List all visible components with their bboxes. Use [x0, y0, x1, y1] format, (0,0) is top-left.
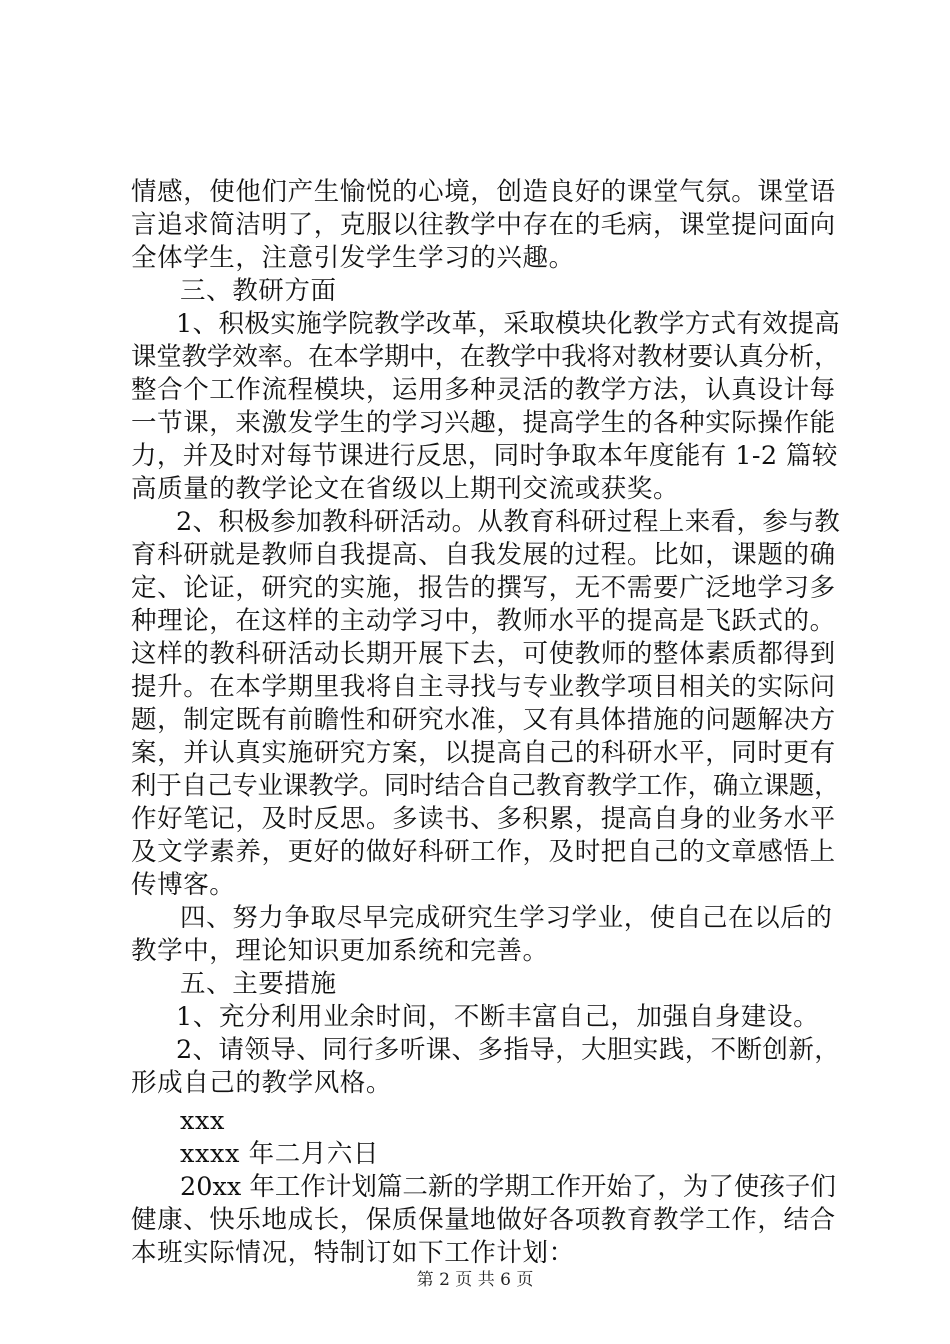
text-line: 本班实际情况，特制订如下工作计划： — [131, 1238, 575, 1268]
text-line: 一节课，来激发学生的学习兴趣，提高学生的各种实际操作能 — [131, 408, 836, 438]
text-line: 教学中，理论知识更加系统和完善。 — [131, 936, 549, 966]
text-line: 全体学生，注意引发学生学习的兴趣。 — [131, 243, 575, 273]
text-line: 言追求简洁明了，克服以往教学中存在的毛病，课堂提问面向 — [131, 210, 836, 240]
text-line: 整合个工作流程模块，运用多种灵活的教学方法，认真设计每 — [131, 375, 836, 405]
text-line: 2、积极参加教科研活动。从教育科研过程上来看，参与教 — [176, 507, 841, 537]
text-line: 力，并及时对每节课进行反思，同时争取本年度能有 1-2 篇较 — [131, 441, 838, 471]
section-heading: 四、努力争取尽早完成研究生学习学业，使自己在以后的 — [180, 903, 833, 933]
text-line: 种理论，在这样的主动学习中，教师水平的提高是飞跃式的。 — [131, 606, 836, 636]
text-line: 传博客。 — [131, 870, 236, 900]
text-line: 1、积极实施学院教学改革，采取模块化教学方式有效提高 — [176, 309, 841, 339]
text-line: 课堂教学效率。在本学期中，在教学中我将对教材要认真分析， — [131, 342, 840, 372]
section-heading: 五、主要措施 — [180, 969, 337, 999]
text-line: 育科研就是教师自我提高、自我发展的过程。比如，课题的确 — [131, 540, 836, 570]
text-line: 1、充分利用业余时间，不断丰富自己，加强自身建设。 — [176, 1002, 820, 1032]
text-line: 情感，使他们产生愉悦的心境，创造良好的课堂气氛。课堂语 — [131, 177, 836, 207]
text-line: 提升。在本学期里我将自主寻找与专业教学项目相关的实际问 — [131, 672, 836, 702]
text-line: 利于自己专业课教学。同时结合自己教育教学工作，确立课题， — [131, 771, 840, 801]
text-line: 及文学素养，更好的做好科研工作，及时把自己的文章感悟上 — [131, 837, 836, 867]
text-line: 20xx 年工作计划篇二新的学期工作开始了，为了使孩子们 — [180, 1172, 836, 1202]
text-line: 健康、快乐地成长，保质保量地做好各项教育教学工作，结合 — [131, 1205, 836, 1235]
page-number-footer: 第 2 页 共 6 页 — [416, 1270, 534, 1290]
signature-name: xxx — [180, 1106, 225, 1136]
text-line: 作好笔记，及时反思。多读书、多积累，提高自身的业务水平 — [131, 804, 836, 834]
text-line: 形成自己的教学风格。 — [131, 1068, 393, 1098]
section-heading: 三、教研方面 — [180, 276, 337, 306]
text-line: 案，并认真实施研究方案，以提高自己的科研水平，同时更有 — [131, 738, 836, 768]
text-line: 高质量的教学论文在省级以上期刊交流或获奖。 — [131, 474, 680, 504]
text-line: 题，制定既有前瞻性和研究水准，又有具体措施的问题解决方 — [131, 705, 836, 735]
text-line: 2、请领导、同行多听课、多指导，大胆实践，不断创新， — [176, 1035, 841, 1065]
text-line: 定、论证，研究的实施，报告的撰写，无不需要广泛地学习多 — [131, 573, 836, 603]
text-line: 这样的教科研活动长期开展下去，可使教师的整体素质都得到 — [131, 639, 836, 669]
signature-date: xxxx 年二月六日 — [180, 1139, 380, 1169]
